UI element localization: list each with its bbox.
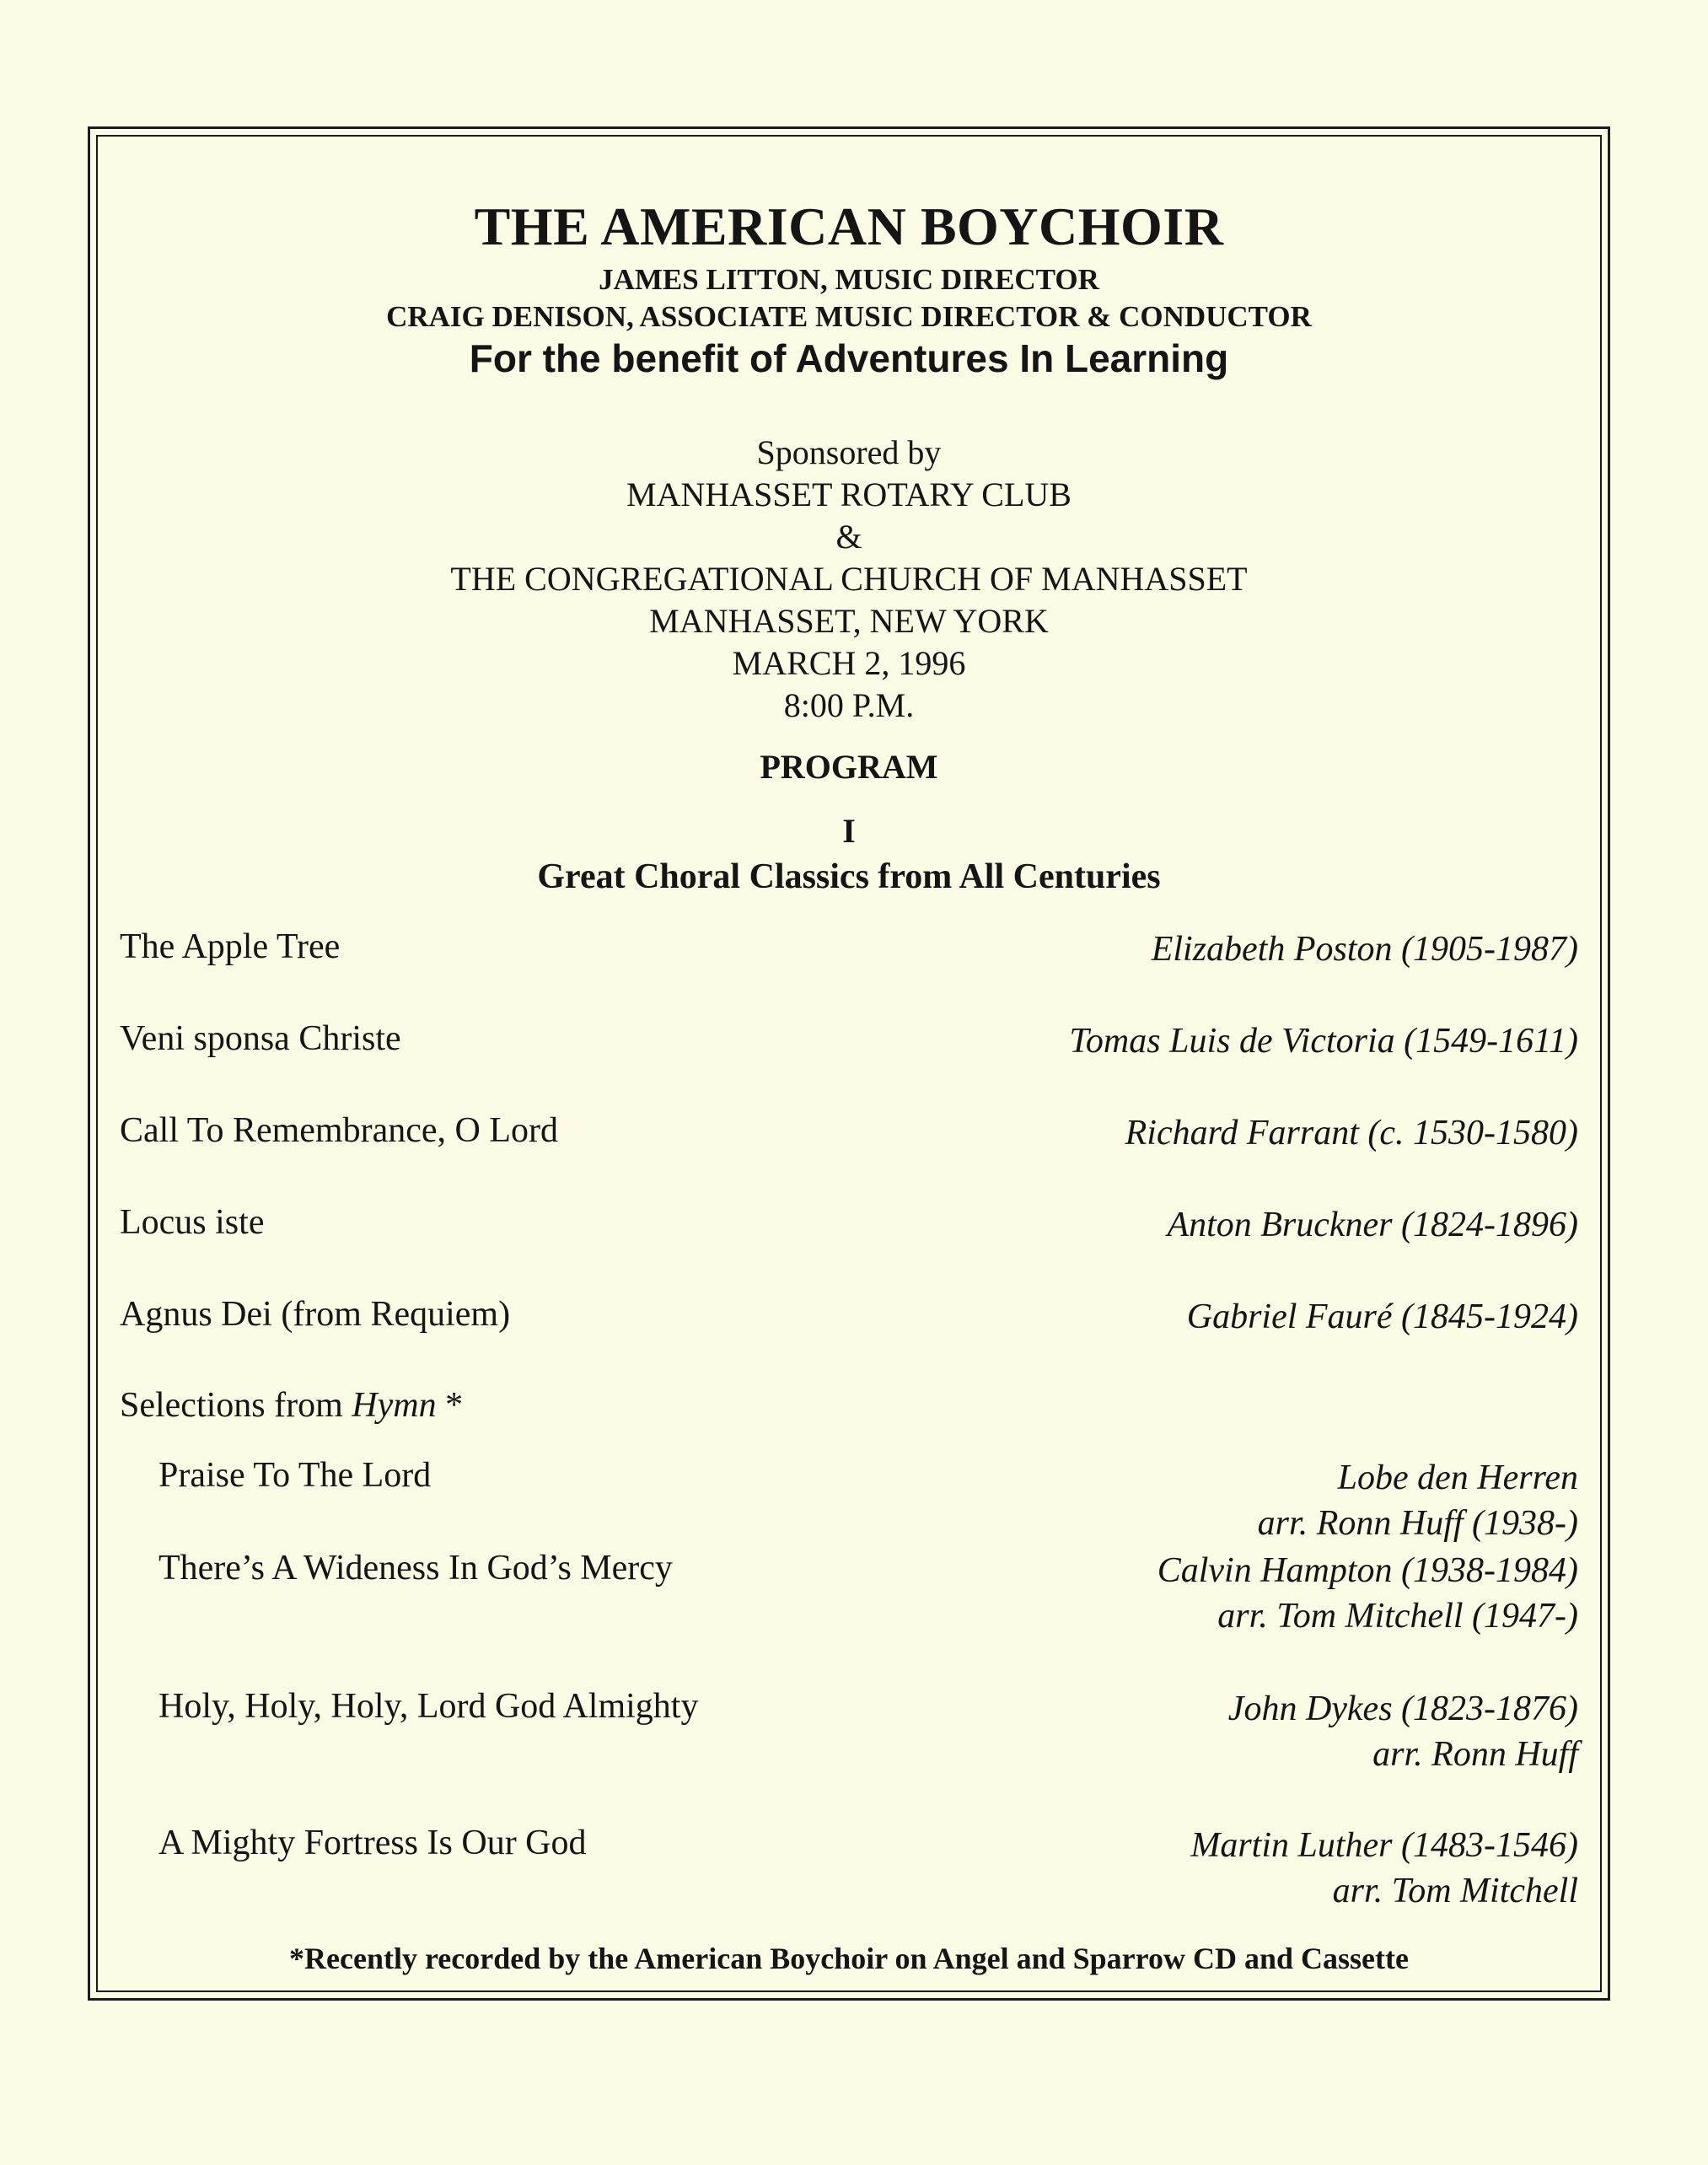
- music-director: JAMES LITTON, MUSIC DIRECTOR: [599, 263, 1099, 296]
- composer-line: Calvin Hampton (1938-1984): [1157, 1551, 1578, 1590]
- piece-title: A Mighty Fortress Is Our God: [158, 1824, 587, 1862]
- composer-line: Gabriel Fauré (1845-1924): [1186, 1297, 1578, 1336]
- selections-heading: [120, 1385, 1578, 1436]
- arranger-line: arr. Tom Mitchell: [1332, 1872, 1578, 1910]
- composer-line: Anton Bruckner (1824-1896): [1167, 1206, 1578, 1244]
- sponsor-rotary: MANHASSET ROTARY CLUB: [626, 475, 1072, 513]
- piece-title: Praise To The Lord: [158, 1456, 432, 1495]
- selections-label: [120, 1385, 463, 1426]
- composer: [1190, 1823, 1578, 1914]
- program-item: [120, 1202, 1578, 1253]
- selections-album: Hymn: [352, 1386, 437, 1425]
- program-item: [120, 927, 1578, 977]
- event-time: 8:00 P.M.: [783, 686, 915, 724]
- program-item: [120, 1110, 1578, 1161]
- composer-line: Martin Luther (1483-1546): [1190, 1826, 1578, 1865]
- associate-director: CRAIG DENISON, ASSOCIATE MUSIC DIRECTOR & CONDUCTOR: [386, 300, 1312, 333]
- piece-title: Agnus Dei (from Requiem): [120, 1295, 511, 1334]
- section-title: Great Choral Classics from All Centuries: [537, 857, 1161, 896]
- selections-suffix: *: [436, 1386, 464, 1425]
- benefit-line: For the benefit of Adventures In Learning: [469, 336, 1229, 380]
- hymn-item: [120, 1548, 1578, 1636]
- hymn-item: [120, 1455, 1578, 1543]
- piece-title: Call To Remembrance, O Lord: [120, 1111, 558, 1150]
- arranger-line: arr. Ronn Huff (1938-): [1257, 1504, 1578, 1543]
- composer: [1152, 927, 1578, 972]
- selections-prefix: Selections from: [120, 1386, 352, 1425]
- choir-title: THE AMERICAN BOYCHOIR: [474, 196, 1224, 256]
- location: MANHASSET, NEW YORK: [649, 602, 1049, 640]
- composer: [1157, 1548, 1578, 1639]
- piece-title: Veni sponsa Christe: [120, 1019, 401, 1058]
- piece-title: The Apple Tree: [120, 927, 341, 966]
- program-item: [120, 1018, 1578, 1069]
- arranger-line: arr. Ronn Huff: [1372, 1735, 1578, 1774]
- composer: [1258, 1455, 1578, 1546]
- composer-line: Lobe den Herren: [1337, 1459, 1578, 1497]
- hymn-item: [120, 1823, 1578, 1910]
- composer: [1228, 1686, 1578, 1777]
- program-item: [120, 1294, 1578, 1345]
- program-heading: PROGRAM: [760, 748, 938, 786]
- sponsor-ampersand: &: [835, 518, 862, 556]
- footnote: *Recently recorded by the American Boychoir on Angel and Sparrow CD and Cassette: [289, 1942, 1409, 1975]
- piece-title: Locus iste: [120, 1203, 265, 1242]
- sponsored-by: Sponsored by: [756, 433, 942, 471]
- piece-title: Holy, Holy, Holy, Lord God Almighty: [158, 1687, 699, 1726]
- hymn-item: [120, 1686, 1578, 1774]
- section-numeral: I: [842, 812, 856, 850]
- composer: [1167, 1202, 1578, 1248]
- composer-line: Tomas Luis de Victoria (1549-1611): [1069, 1022, 1578, 1061]
- piece-title: There’s A Wideness In God’s Mercy: [158, 1549, 673, 1587]
- composer-line: Richard Farrant (c. 1530-1580): [1125, 1114, 1578, 1152]
- composer-line: Elizabeth Poston (1905-1987): [1151, 930, 1578, 969]
- composer: [1069, 1018, 1578, 1064]
- composer-line: John Dykes (1823-1876): [1227, 1690, 1578, 1728]
- arranger-line: arr. Tom Mitchell (1947-): [1217, 1597, 1578, 1636]
- composer: [1187, 1294, 1578, 1340]
- sponsor-church: THE CONGREGATIONAL CHURCH OF MANHASSET: [450, 560, 1248, 598]
- event-date: MARCH 2, 1996: [732, 644, 966, 682]
- composer: [1125, 1110, 1578, 1156]
